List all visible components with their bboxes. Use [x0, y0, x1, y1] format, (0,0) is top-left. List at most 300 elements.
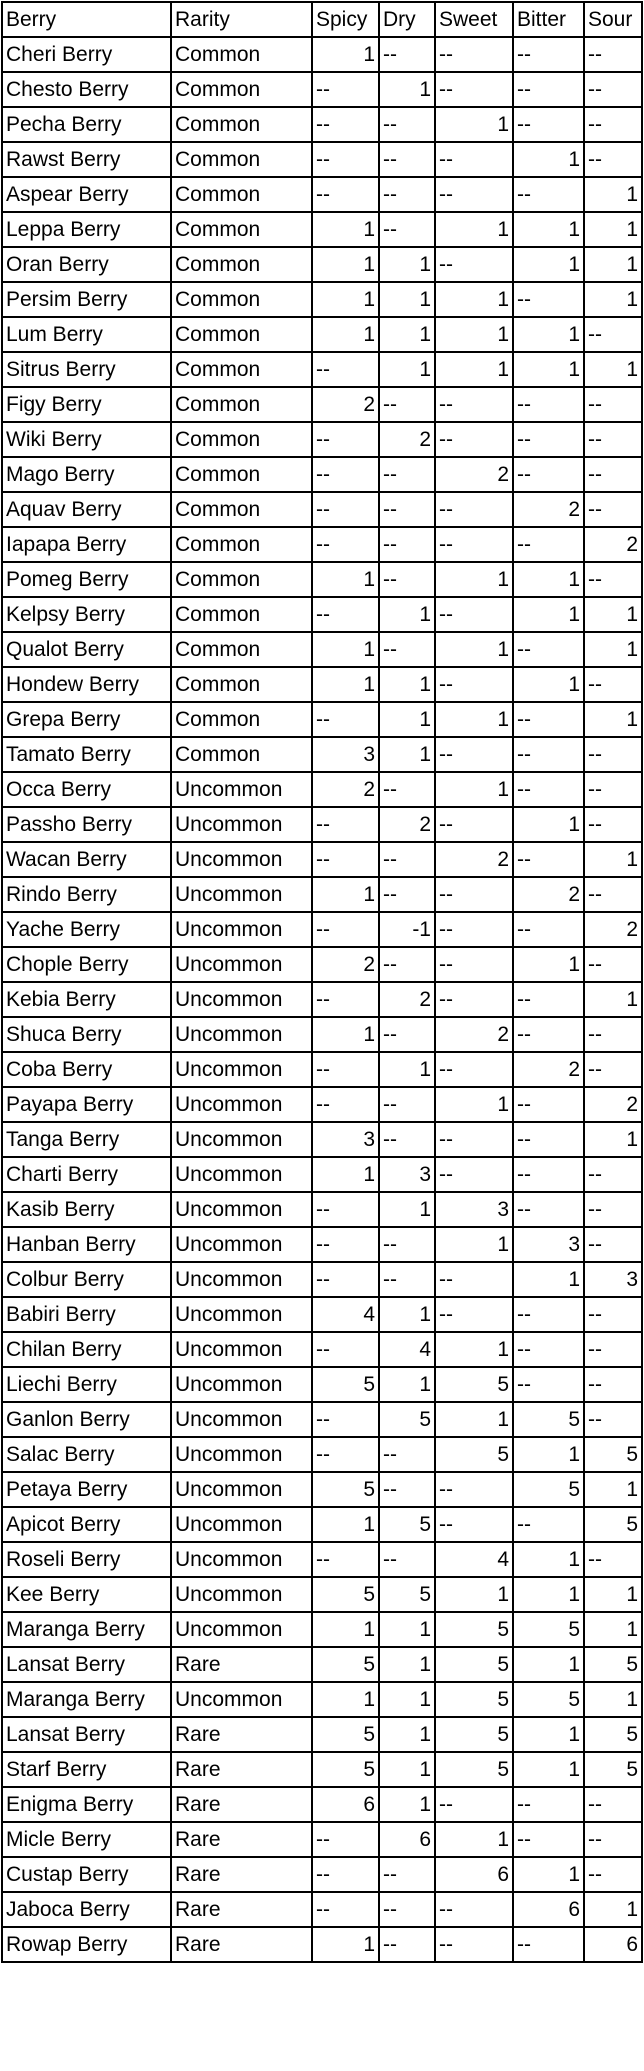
cell-spicy: 5 — [312, 1472, 379, 1507]
cell-spicy: -- — [312, 597, 379, 632]
cell-sour: 1 — [584, 1682, 642, 1717]
cell-rarity: Common — [171, 37, 312, 72]
cell-spicy: -- — [312, 72, 379, 107]
cell-bitter: 5 — [513, 1472, 584, 1507]
cell-sour: 1 — [584, 177, 642, 212]
cell-sour: -- — [584, 72, 642, 107]
table-row — [2, 1192, 642, 1227]
cell-sweet: -- — [435, 947, 513, 982]
table-row — [2, 1227, 642, 1262]
cell-sweet: -- — [435, 1297, 513, 1332]
cell-sour: 5 — [584, 1752, 642, 1787]
table-row — [2, 1542, 642, 1577]
cell-bitter: -- — [513, 107, 584, 142]
cell-bitter: 1 — [513, 807, 584, 842]
cell-bitter: 2 — [513, 1052, 584, 1087]
cell-rarity: Uncommon — [171, 1682, 312, 1717]
cell-sweet: 1 — [435, 352, 513, 387]
cell-spicy: 1 — [312, 1507, 379, 1542]
cell-sweet: -- — [435, 912, 513, 947]
cell-sweet: 5 — [435, 1612, 513, 1647]
cell-bitter: -- — [513, 912, 584, 947]
cell-rarity: Common — [171, 457, 312, 492]
cell-rarity: Rare — [171, 1822, 312, 1857]
berry-flavor-table — [1, 1, 643, 1963]
cell-sweet: 1 — [435, 282, 513, 317]
cell-rarity: Uncommon — [171, 1122, 312, 1157]
cell-spicy: 4 — [312, 1297, 379, 1332]
cell-bitter: 1 — [513, 1752, 584, 1787]
table-row — [2, 947, 642, 982]
table-row — [2, 492, 642, 527]
cell-dry: -- — [379, 177, 435, 212]
cell-spicy: -- — [312, 527, 379, 562]
cell-sweet: 3 — [435, 1192, 513, 1227]
cell-bitter: -- — [513, 1507, 584, 1542]
cell-rarity: Uncommon — [171, 947, 312, 982]
header-sweet: Sweet — [435, 2, 513, 37]
cell-bitter: -- — [513, 72, 584, 107]
table-row — [2, 1262, 642, 1297]
cell-sweet: 4 — [435, 1542, 513, 1577]
cell-sweet: 1 — [435, 772, 513, 807]
cell-spicy: -- — [312, 982, 379, 1017]
cell-spicy: -- — [312, 1087, 379, 1122]
cell-sweet: 5 — [435, 1752, 513, 1787]
cell-berry-name: Maranga Berry — [2, 1682, 171, 1717]
cell-rarity: Common — [171, 527, 312, 562]
cell-berry-name: Aspear Berry — [2, 177, 171, 212]
cell-sour: -- — [584, 1542, 642, 1577]
cell-rarity: Rare — [171, 1892, 312, 1927]
cell-dry: -- — [379, 1017, 435, 1052]
cell-sweet: -- — [435, 37, 513, 72]
cell-spicy: -- — [312, 842, 379, 877]
cell-bitter: 1 — [513, 1857, 584, 1892]
cell-dry: 1 — [379, 1682, 435, 1717]
cell-bitter: 1 — [513, 597, 584, 632]
cell-sour: -- — [584, 1787, 642, 1822]
cell-berry-name: Ganlon Berry — [2, 1402, 171, 1437]
cell-sour: -- — [584, 1402, 642, 1437]
cell-rarity: Uncommon — [171, 772, 312, 807]
cell-berry-name: Payapa Berry — [2, 1087, 171, 1122]
cell-spicy: 2 — [312, 947, 379, 982]
cell-berry-name: Aquav Berry — [2, 492, 171, 527]
cell-berry-name: Jaboca Berry — [2, 1892, 171, 1927]
cell-sweet: -- — [435, 527, 513, 562]
cell-sweet: 2 — [435, 457, 513, 492]
cell-sour: -- — [584, 1017, 642, 1052]
cell-sweet: 1 — [435, 702, 513, 737]
cell-spicy: 1 — [312, 247, 379, 282]
cell-rarity: Common — [171, 247, 312, 282]
cell-sour: 5 — [584, 1507, 642, 1542]
cell-dry: 1 — [379, 282, 435, 317]
cell-bitter: -- — [513, 282, 584, 317]
cell-sour: -- — [584, 387, 642, 422]
table-row — [2, 1472, 642, 1507]
cell-bitter: 1 — [513, 1647, 584, 1682]
cell-spicy: 1 — [312, 282, 379, 317]
cell-bitter: 1 — [513, 317, 584, 352]
cell-dry: -- — [379, 1892, 435, 1927]
cell-berry-name: Enigma Berry — [2, 1787, 171, 1822]
cell-rarity: Common — [171, 492, 312, 527]
cell-sour: 1 — [584, 282, 642, 317]
cell-berry-name: Lansat Berry — [2, 1647, 171, 1682]
table-row — [2, 37, 642, 72]
cell-sweet: 5 — [435, 1682, 513, 1717]
cell-sour: 1 — [584, 842, 642, 877]
table-row — [2, 352, 642, 387]
cell-sweet: -- — [435, 142, 513, 177]
cell-spicy: 1 — [312, 212, 379, 247]
cell-sweet: -- — [435, 1157, 513, 1192]
table-row — [2, 632, 642, 667]
cell-spicy: -- — [312, 1857, 379, 1892]
cell-berry-name: Colbur Berry — [2, 1262, 171, 1297]
header-bitter: Bitter — [513, 2, 584, 37]
table-row — [2, 1332, 642, 1367]
cell-rarity: Rare — [171, 1717, 312, 1752]
cell-dry: -- — [379, 527, 435, 562]
cell-sweet: -- — [435, 737, 513, 772]
cell-dry: 2 — [379, 422, 435, 457]
cell-bitter: -- — [513, 457, 584, 492]
cell-dry: 1 — [379, 72, 435, 107]
cell-rarity: Common — [171, 387, 312, 422]
cell-dry: 1 — [379, 1367, 435, 1402]
cell-rarity: Uncommon — [171, 1087, 312, 1122]
table-row — [2, 1857, 642, 1892]
cell-sour: -- — [584, 807, 642, 842]
cell-bitter: 1 — [513, 1542, 584, 1577]
table-row — [2, 1577, 642, 1612]
cell-bitter: 1 — [513, 1437, 584, 1472]
cell-spicy: 1 — [312, 632, 379, 667]
cell-dry: -- — [379, 562, 435, 597]
cell-bitter: 1 — [513, 1577, 584, 1612]
cell-berry-name: Apicot Berry — [2, 1507, 171, 1542]
cell-berry-name: Hondew Berry — [2, 667, 171, 702]
cell-sour: -- — [584, 492, 642, 527]
cell-sweet: 1 — [435, 1577, 513, 1612]
cell-rarity: Common — [171, 177, 312, 212]
cell-bitter: 5 — [513, 1402, 584, 1437]
table-row — [2, 562, 642, 597]
table-row — [2, 1367, 642, 1402]
cell-dry: 4 — [379, 1332, 435, 1367]
cell-sweet: -- — [435, 982, 513, 1017]
cell-rarity: Common — [171, 212, 312, 247]
cell-rarity: Uncommon — [171, 842, 312, 877]
cell-bitter: -- — [513, 422, 584, 457]
cell-berry-name: Kasib Berry — [2, 1192, 171, 1227]
cell-rarity: Rare — [171, 1647, 312, 1682]
cell-sour: 5 — [584, 1437, 642, 1472]
cell-bitter: 3 — [513, 1227, 584, 1262]
table-row — [2, 1892, 642, 1927]
cell-dry: 3 — [379, 1157, 435, 1192]
cell-sour: -- — [584, 422, 642, 457]
cell-bitter: -- — [513, 1822, 584, 1857]
cell-berry-name: Qualot Berry — [2, 632, 171, 667]
table-row — [2, 1682, 642, 1717]
cell-dry: 1 — [379, 352, 435, 387]
cell-spicy: 3 — [312, 1122, 379, 1157]
cell-berry-name: Liechi Berry — [2, 1367, 171, 1402]
cell-bitter: -- — [513, 1122, 584, 1157]
cell-dry: 1 — [379, 1297, 435, 1332]
cell-sweet: 1 — [435, 1402, 513, 1437]
cell-rarity: Uncommon — [171, 1052, 312, 1087]
cell-rarity: Uncommon — [171, 877, 312, 912]
cell-bitter: -- — [513, 1787, 584, 1822]
cell-sweet: 2 — [435, 1017, 513, 1052]
cell-spicy: -- — [312, 702, 379, 737]
cell-berry-name: Iapapa Berry — [2, 527, 171, 562]
cell-spicy: 5 — [312, 1717, 379, 1752]
cell-spicy: -- — [312, 1402, 379, 1437]
cell-rarity: Common — [171, 317, 312, 352]
cell-sour: 1 — [584, 1122, 642, 1157]
cell-dry: 1 — [379, 1717, 435, 1752]
cell-bitter: -- — [513, 1017, 584, 1052]
header-spicy: Spicy — [312, 2, 379, 37]
cell-spicy: -- — [312, 457, 379, 492]
cell-berry-name: Kebia Berry — [2, 982, 171, 1017]
cell-sweet: -- — [435, 1052, 513, 1087]
cell-berry-name: Charti Berry — [2, 1157, 171, 1192]
table-row — [2, 1752, 642, 1787]
cell-rarity: Uncommon — [171, 1227, 312, 1262]
cell-sour: 1 — [584, 1612, 642, 1647]
table-row — [2, 877, 642, 912]
cell-rarity: Common — [171, 597, 312, 632]
table-row — [2, 387, 642, 422]
cell-spicy: 1 — [312, 1017, 379, 1052]
cell-sour: -- — [584, 1297, 642, 1332]
cell-berry-name: Persim Berry — [2, 282, 171, 317]
cell-rarity: Common — [171, 667, 312, 702]
cell-bitter: 1 — [513, 212, 584, 247]
table-row — [2, 702, 642, 737]
cell-bitter: -- — [513, 1332, 584, 1367]
cell-bitter: -- — [513, 1087, 584, 1122]
cell-dry: -- — [379, 37, 435, 72]
cell-sweet: -- — [435, 807, 513, 842]
cell-rarity: Uncommon — [171, 1437, 312, 1472]
table-row — [2, 807, 642, 842]
cell-berry-name: Leppa Berry — [2, 212, 171, 247]
cell-dry: 6 — [379, 1822, 435, 1857]
cell-berry-name: Chople Berry — [2, 947, 171, 982]
cell-spicy: -- — [312, 1542, 379, 1577]
table-row — [2, 177, 642, 212]
table-row — [2, 457, 642, 492]
cell-rarity: Common — [171, 737, 312, 772]
table-row — [2, 1087, 642, 1122]
cell-dry: 1 — [379, 702, 435, 737]
cell-dry: 2 — [379, 982, 435, 1017]
cell-sweet: 1 — [435, 562, 513, 597]
cell-rarity: Common — [171, 702, 312, 737]
cell-rarity: Common — [171, 142, 312, 177]
cell-sour: -- — [584, 1227, 642, 1262]
cell-sour: -- — [584, 317, 642, 352]
cell-bitter: 1 — [513, 667, 584, 702]
cell-berry-name: Wacan Berry — [2, 842, 171, 877]
cell-berry-name: Wiki Berry — [2, 422, 171, 457]
cell-sour: -- — [584, 947, 642, 982]
cell-sweet: 1 — [435, 1087, 513, 1122]
table-row — [2, 1717, 642, 1752]
table-row — [2, 1787, 642, 1822]
cell-sweet: -- — [435, 422, 513, 457]
table-row — [2, 1157, 642, 1192]
cell-sour: 6 — [584, 1927, 642, 1962]
cell-berry-name: Maranga Berry — [2, 1612, 171, 1647]
cell-sour: -- — [584, 1857, 642, 1892]
cell-berry-name: Grepa Berry — [2, 702, 171, 737]
cell-dry: 1 — [379, 667, 435, 702]
cell-bitter: -- — [513, 982, 584, 1017]
cell-spicy: -- — [312, 352, 379, 387]
cell-dry: 1 — [379, 737, 435, 772]
cell-sour: -- — [584, 772, 642, 807]
cell-bitter: -- — [513, 177, 584, 212]
cell-rarity: Uncommon — [171, 1612, 312, 1647]
cell-sweet: 1 — [435, 107, 513, 142]
cell-rarity: Uncommon — [171, 912, 312, 947]
cell-spicy: 1 — [312, 1927, 379, 1962]
cell-bitter: -- — [513, 1367, 584, 1402]
cell-spicy: -- — [312, 1192, 379, 1227]
cell-sour: -- — [584, 1052, 642, 1087]
cell-sour: 1 — [584, 632, 642, 667]
table-row — [2, 247, 642, 282]
cell-berry-name: Mago Berry — [2, 457, 171, 492]
cell-rarity: Uncommon — [171, 1472, 312, 1507]
table-row — [2, 107, 642, 142]
cell-dry: 1 — [379, 597, 435, 632]
table-row — [2, 1402, 642, 1437]
cell-dry: -- — [379, 1472, 435, 1507]
cell-berry-name: Chesto Berry — [2, 72, 171, 107]
cell-dry: 5 — [379, 1402, 435, 1437]
cell-bitter: -- — [513, 702, 584, 737]
cell-dry: 1 — [379, 317, 435, 352]
cell-berry-name: Babiri Berry — [2, 1297, 171, 1332]
cell-rarity: Uncommon — [171, 1542, 312, 1577]
cell-bitter: 1 — [513, 1717, 584, 1752]
cell-sour: -- — [584, 877, 642, 912]
cell-bitter: -- — [513, 1157, 584, 1192]
cell-rarity: Rare — [171, 1927, 312, 1962]
cell-spicy: 5 — [312, 1577, 379, 1612]
cell-sour: 1 — [584, 1472, 642, 1507]
cell-spicy: -- — [312, 177, 379, 212]
cell-dry: 5 — [379, 1577, 435, 1612]
cell-bitter: 1 — [513, 947, 584, 982]
cell-dry: 1 — [379, 1612, 435, 1647]
cell-berry-name: Lum Berry — [2, 317, 171, 352]
table-row — [2, 1612, 642, 1647]
cell-spicy: 5 — [312, 1367, 379, 1402]
cell-spicy: -- — [312, 142, 379, 177]
cell-berry-name: Custap Berry — [2, 1857, 171, 1892]
cell-rarity: Rare — [171, 1787, 312, 1822]
cell-dry: -- — [379, 492, 435, 527]
cell-spicy: 1 — [312, 37, 379, 72]
cell-rarity: Uncommon — [171, 1297, 312, 1332]
cell-sweet: 2 — [435, 842, 513, 877]
table-row — [2, 982, 642, 1017]
cell-rarity: Uncommon — [171, 1192, 312, 1227]
cell-berry-name: Figy Berry — [2, 387, 171, 422]
cell-dry: -- — [379, 1122, 435, 1157]
cell-sour: -- — [584, 457, 642, 492]
cell-spicy: 1 — [312, 667, 379, 702]
cell-rarity: Common — [171, 632, 312, 667]
cell-sour: -- — [584, 1367, 642, 1402]
cell-sweet: -- — [435, 1892, 513, 1927]
cell-spicy: 2 — [312, 772, 379, 807]
cell-berry-name: Pomeg Berry — [2, 562, 171, 597]
cell-spicy: 1 — [312, 1157, 379, 1192]
cell-spicy: 1 — [312, 877, 379, 912]
cell-sour: 1 — [584, 702, 642, 737]
cell-dry: 1 — [379, 1052, 435, 1087]
table-row — [2, 1437, 642, 1472]
cell-sweet: -- — [435, 1927, 513, 1962]
cell-dry: 1 — [379, 247, 435, 282]
cell-rarity: Uncommon — [171, 1262, 312, 1297]
cell-rarity: Uncommon — [171, 982, 312, 1017]
cell-spicy: -- — [312, 1227, 379, 1262]
cell-spicy: 1 — [312, 1612, 379, 1647]
cell-sour: 2 — [584, 527, 642, 562]
cell-sour: 3 — [584, 1262, 642, 1297]
cell-dry: -- — [379, 877, 435, 912]
cell-sour: -- — [584, 1157, 642, 1192]
cell-sweet: 6 — [435, 1857, 513, 1892]
cell-dry: -- — [379, 1857, 435, 1892]
cell-berry-name: Starf Berry — [2, 1752, 171, 1787]
table-row — [2, 1927, 642, 1962]
table-row — [2, 212, 642, 247]
cell-dry: 1 — [379, 1192, 435, 1227]
cell-rarity: Uncommon — [171, 1157, 312, 1192]
cell-dry: 5 — [379, 1507, 435, 1542]
cell-sour: 5 — [584, 1647, 642, 1682]
cell-sweet: -- — [435, 1122, 513, 1157]
cell-bitter: -- — [513, 1297, 584, 1332]
cell-sweet: -- — [435, 492, 513, 527]
cell-berry-name: Shuca Berry — [2, 1017, 171, 1052]
table-row — [2, 737, 642, 772]
cell-bitter: -- — [513, 37, 584, 72]
table-row — [2, 422, 642, 457]
cell-sour: -- — [584, 1192, 642, 1227]
cell-bitter: 5 — [513, 1612, 584, 1647]
cell-berry-name: Sitrus Berry — [2, 352, 171, 387]
cell-berry-name: Pecha Berry — [2, 107, 171, 142]
cell-spicy: -- — [312, 492, 379, 527]
cell-berry-name: Occa Berry — [2, 772, 171, 807]
cell-spicy: -- — [312, 1892, 379, 1927]
